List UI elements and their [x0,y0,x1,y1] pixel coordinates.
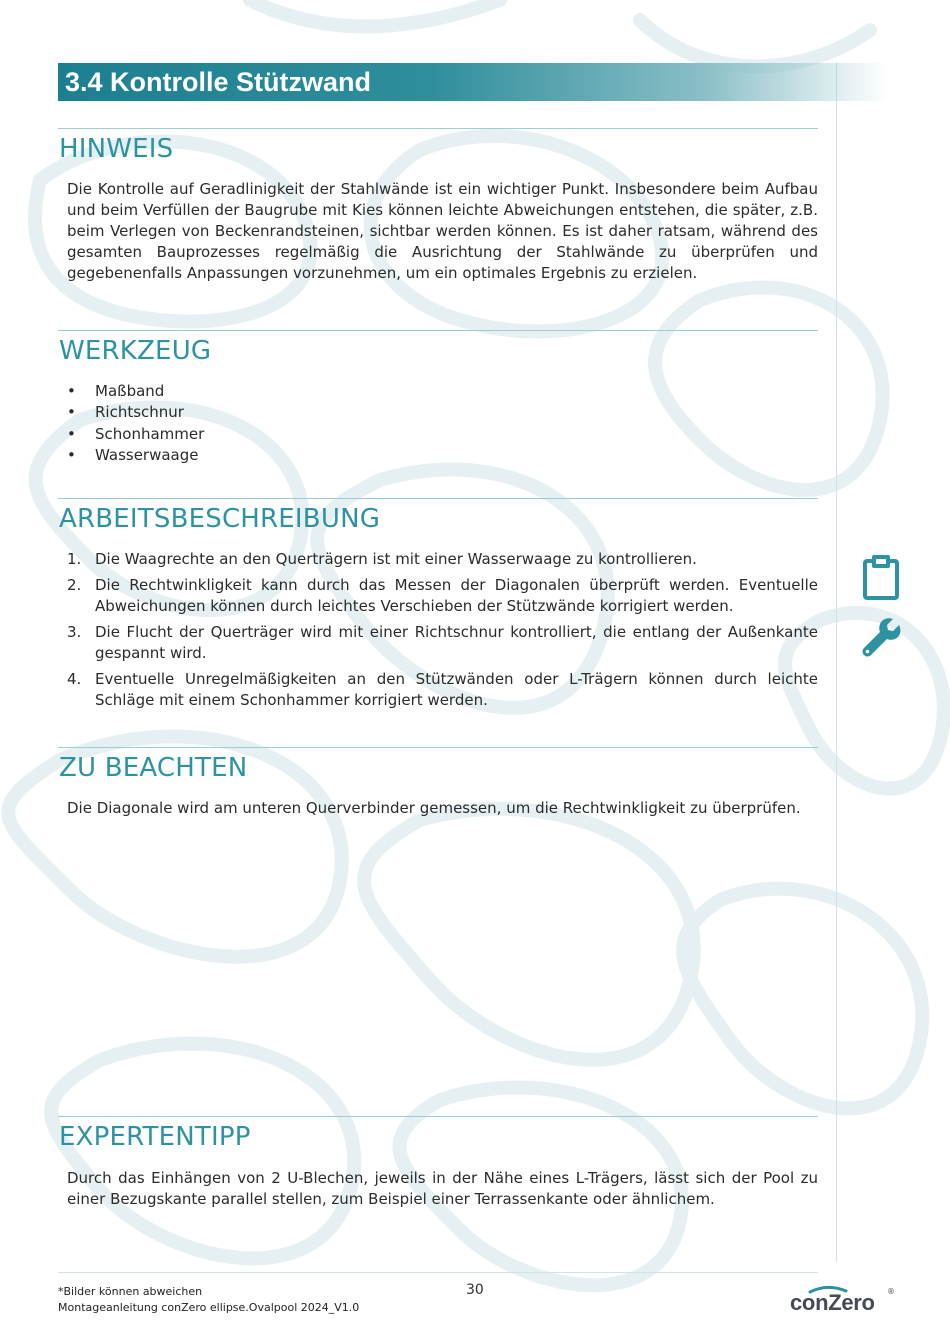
footer-document-id: Montageanleitung conZero ellipse.Ovalpool 2024_V1.0 [58,1301,360,1314]
wrench-icon [860,615,904,659]
step-text: Die Rechtwinkligkeit kann durch das Messen der Diagonalen überprüft werden. Eventuelle Abweichungen können durch leichtes Verschieben der Stützwände korrigiert werden. [95,576,818,615]
clipboard-icon [862,554,900,600]
step-item [67,575,818,617]
tool-name: Wasserwaage [95,445,199,464]
list-item [67,445,204,466]
footer-note: *Bilder können abweichen [58,1285,203,1298]
list-item [67,381,204,402]
tool-list [67,381,204,466]
page-title: 3.4 Kontrolle Stützwand [65,67,372,97]
section-title-hinweis: HINWEIS [59,134,174,164]
section-divider [58,330,818,331]
step-text: Eventuelle Unregelmäßigkeiten an den Stützwänden oder L-Trägern können durch leichte Schläge mit einem Schonhammer korrigiert werden. [95,670,818,709]
tool-name: Maßband [95,382,165,400]
step-number: 4. [67,670,82,688]
step-text: Die Waagrechte an den Querträgern ist mit einer Wasserwaage zu kontrollieren. [95,550,697,568]
step-number: 1. [67,550,82,568]
step-item [67,669,818,711]
section-divider [58,128,818,129]
section-title-expertentipp: EXPERTENTIPP [59,1122,251,1152]
section-divider [58,1116,818,1117]
beachten-text: Die Diagonale wird am unteren Querverbinder gemessen, um die Rechtwinkligkeit zu überprüfen. [67,799,801,817]
step-number: 2. [67,576,82,594]
page-number: 30 [466,1282,484,1298]
section-divider [58,498,818,499]
bullet: • [67,382,76,400]
right-margin-line [836,62,837,1262]
step-item [67,549,818,570]
list-item [67,402,204,423]
section-divider [58,747,818,748]
bullet: • [67,445,76,464]
tool-name: Schonhammer [95,424,205,443]
step-text: Die Flucht der Querträger wird mit einer Richtschnur kontrolliert, die entlang der Außenkante gespannt wird. [95,623,818,662]
section-title-werkzeug: WERKZEUG [59,336,212,366]
section-title-zu-beachten: ZU BEACHTEN [59,753,248,783]
section-title-arbeitsbeschreibung: ARBEITSBESCHREIBUNG [59,504,381,534]
bullet: • [67,403,76,422]
tool-name: Richtschnur [95,403,184,422]
list-item [67,424,204,445]
step-item [67,622,818,664]
footer-divider [58,1272,818,1273]
bullet: • [67,424,76,443]
hinweis-text: Die Kontrolle auf Geradlinigkeit der Stahlwände ist ein wichtiger Punkt. Insbesondere beim Aufbau und beim Verfüllen der Baugrube mit Kies können leichte Abweichungen entstehen, die später, z.B. beim Verlegen von Beckenrandsteinen, sichtbar werden können. Es ist daher ratsam, während des gesamten Bauprozesses regelmäßig die Ausrichtung der Stahlwände zu überprüfen und gegebenenfalls Anpassungen vorzunehmen, um ein optimales Ergebnis zu erzielen. [67,180,818,282]
step-list [67,549,818,716]
expertentipp-text: Durch das Einhängen von 2 U-Blechen, jeweils in der Nähe eines L-Trägers, lässt sich der Pool zu einer Bezugskante parallel stellen, zum Beispiel einer Terrassenkante oder ähnlichem. [67,1169,818,1208]
logo-text: conZero [790,1290,875,1315]
logo-registered-mark: ® [887,1287,895,1296]
title-bar [58,63,888,101]
step-number: 3. [67,623,82,641]
